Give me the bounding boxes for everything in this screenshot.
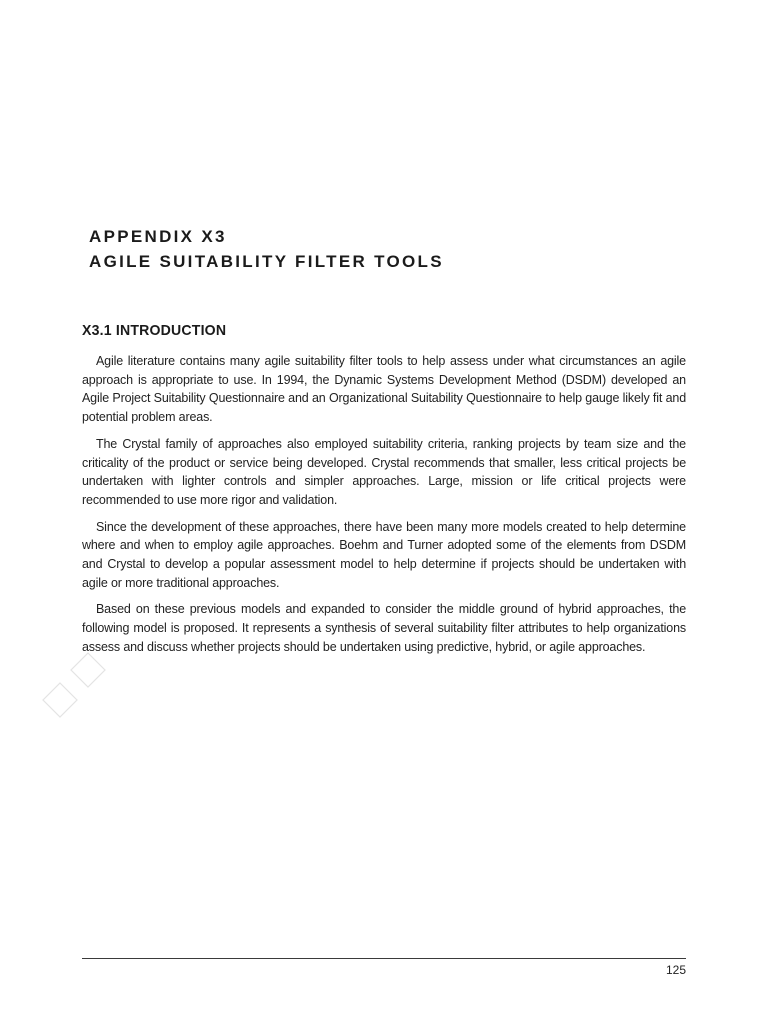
body-text [82,352,686,665]
appendix-title: AGILE SUITABILITY FILTER TOOLS [89,252,444,271]
paragraph-2: The Crystal family of approaches also employed suitability criteria, ranking projects by team size and the criticality of the product or service being developed. Crystal recommends that smaller, less critical projects be undertaken with lighter controls and simpler approaches. Large, mission or life critical projects were recommended to use more rigor and validation. [82,436,686,507]
paragraph-1: Agile literature contains many agile suitability filter tools to help assess under what circumstances an agile approach is appropriate to use. In 1994, the Dynamic Systems Development Method (DSDM) developed an Agile Project Suitability Questionnaire and an Organizational Suitability Questionnaire to help gauge likely fit and potential problem areas. [82,354,686,425]
double-diamond-watermark-icon [40,650,110,720]
page-number: 125 [665,963,686,977]
footer-rule [82,958,686,959]
appendix-heading [89,224,444,274]
paragraph-4: Based on these previous models and expanded to consider the middle ground of hybrid approaches, the following model is proposed. It represents a synthesis of several suitability filter attributes to help organizations assess and discuss whether projects should be undertaken using predictive, hybrid, or agile approaches. [82,602,686,654]
paragraph-3: Since the development of these approaches, there have been many more models created to help determine where and when to employ agile approaches. Boehm and Turner adopted some of the elements from DSDM and Crystal to develop a popular assessment model to help determine if projects should be undertaken with agile or more traditional approaches. [82,519,686,590]
appendix-number: APPENDIX X3 [89,227,227,246]
section-title: X3.1 INTRODUCTION [82,322,227,339]
